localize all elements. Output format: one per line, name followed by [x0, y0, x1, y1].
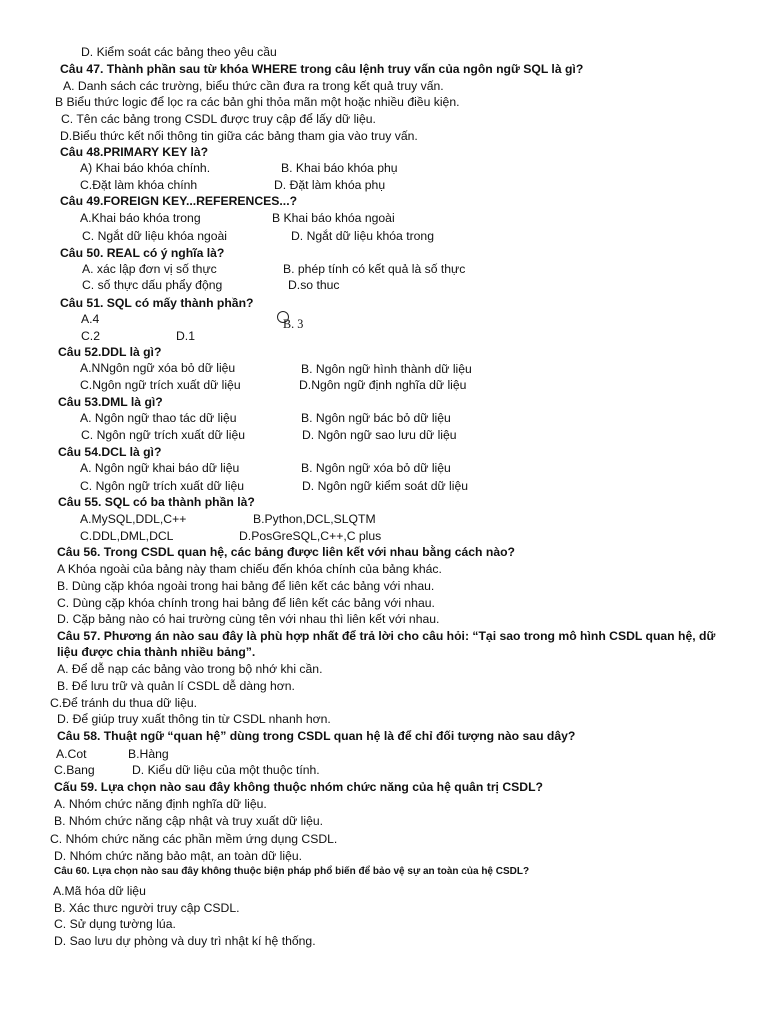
answer-option: A Khóa ngoài của bảng này tham chiếu đến khóa chính của bảng khác. — [57, 562, 442, 576]
answer-option: B. Ngôn ngữ hình thành dữ liệu — [301, 362, 472, 376]
answer-option: A.Cot — [56, 747, 87, 761]
answer-option: B Biểu thức logic để lọc ra các bản ghi thỏa mãn một hoặc nhiều điều kiện. — [55, 95, 460, 109]
question-heading: Câu 49.FOREIGN KEY...REFERENCES...? — [60, 194, 298, 208]
answer-option: B. Dùng cặp khóa ngoài trong hai bảng để liên kết các bảng với nhau. — [57, 579, 435, 593]
answer-option: D. Đặt làm khóa phụ — [274, 178, 386, 192]
answer-option: C. Ngôn ngữ trích xuất dữ liệu — [80, 479, 245, 493]
answer-option: D.Biểu thức kết nối thông tin giữa các bảng tham gia vào truy vấn. — [60, 129, 418, 143]
question-heading: Câu 58. Thuật ngữ “quan hệ” dùng trong CSDL quan hệ là để chỉ đối tượng nào sau dây? — [57, 729, 576, 743]
answer-option: A.Khai báo khóa trong — [80, 211, 201, 225]
answer-option: D.1 — [176, 329, 195, 343]
answer-option: A.Mã hóa dữ liệu — [53, 884, 146, 898]
answer-option: C. Sử dụng tường lúa. — [54, 917, 176, 931]
question-heading: Câu 47. Thành phần sau từ khóa WHERE trong câu lệnh truy vấn của ngôn ngữ SQL là gì? — [60, 62, 584, 76]
answer-option: C. Dùng cặp khóa chính trong hai bảng để liên kết các bảng với nhau. — [57, 596, 435, 610]
answer-option: D. Ngôn ngữ sao lưu dữ liệu — [302, 428, 457, 442]
answer-option: C.Đặt làm khóa chính — [80, 178, 198, 192]
answer-option: B.Python,DCL,SLQTM — [253, 512, 376, 526]
answer-option: A.MySQL,DDL,C++ — [80, 512, 187, 526]
answer-option: D. Cặp bảng nào có hai trường cùng tên với nhau thì liên kết với nhau. — [57, 612, 440, 626]
answer-option: D.so thuc — [288, 278, 340, 292]
answer-option: B. Để lưu trữ và quản lí CSDL dễ dàng hơn. — [57, 679, 295, 693]
answer-option: C.Bang — [54, 763, 95, 777]
answer-option: A. Danh sách các trường, biểu thức cần đưa ra trong kết quả truy vấn. — [63, 79, 444, 93]
answer-option: B.Hàng — [128, 747, 169, 761]
question-heading: Câu 51. SQL có mấy thành phần? — [60, 296, 254, 310]
answer-option: C. Tên các bảng trong CSDL được truy cập để lấy dữ liệu. — [61, 112, 376, 126]
answer-option: B. Ngôn ngữ bác bỏ dữ liệu — [301, 411, 451, 425]
question-heading: Câu 57. Phương án nào sau đây là phù hợp nhất để trả lời cho câu hỏi: “Tại sao trong mô hình CSDL quan hệ, dữ — [57, 629, 716, 643]
answer-option: B. Ngôn ngữ xóa bỏ dữ liệu — [301, 461, 451, 475]
answer-option: B. phép tính có kết quả là số thực — [283, 262, 466, 276]
answer-option: D.PosGreSQL,C++,C plus — [239, 529, 382, 543]
answer-option: A.4 — [81, 312, 100, 326]
answer-option: A. Ngôn ngữ khai báo dữ liệu — [80, 461, 240, 475]
answer-option: C.Để tránh du thua dữ liệu. — [50, 696, 198, 710]
answer-option: A. xác lập đơn vị số thực — [82, 262, 217, 276]
answer-option: D. Kiểm soát các bảng theo yêu cầu — [81, 45, 277, 59]
answer-option: C.2 — [81, 329, 100, 343]
answer-option: A) Khai báo khóa chính. — [80, 161, 211, 175]
answer-option: B. Nhóm chức năng cập nhật và truy xuất dữ liệu. — [54, 814, 324, 828]
answer-option: C. Ngôn ngữ trích xuất dữ liệu — [81, 428, 246, 442]
answer-option: C. Ngắt dữ liệu khóa ngoài — [82, 229, 228, 243]
question-heading: Câu 54.DCL là gì? — [58, 445, 162, 459]
answer-option: D. Kiểu dữ liệu của một thuộc tính. — [132, 763, 320, 777]
answer-option: C. Nhóm chức năng các phần mềm ứng dụng CSDL. — [50, 832, 338, 846]
answer-option: C. số thực dấu phẩy động — [82, 278, 223, 292]
answer-option: D. Sao lưu dự phòng và duy trì nhật kí hệ thống. — [54, 934, 316, 948]
question-heading: Câu 60. Lựa chọn nào sau đây không thuộc biện pháp phổ biến để bảo vệ sự an toàn của hệ CSDL? — [54, 866, 530, 877]
answer-option: C.DDL,DML,DCL — [80, 529, 174, 543]
answer-option: D. Nhóm chức năng bảo mật, an toàn dữ liệu. — [54, 849, 303, 863]
question-heading: Câu 52.DDL là gì? — [58, 345, 162, 359]
question-heading: Câu 50. REAL có ý nghĩa là? — [60, 246, 225, 260]
answer-option: A.NNgôn ngữ xóa bỏ dữ liệu — [80, 361, 236, 375]
answer-option: D. Để giúp truy xuất thông tin từ CSDL nhanh hơn. — [57, 712, 331, 726]
answer-option: D. Ngắt dữ liệu khóa trong — [291, 229, 434, 243]
answer-option: A. Nhóm chức năng định nghĩa dữ liệu. — [54, 797, 267, 811]
question-heading: Câu 55. SQL có ba thành phần là? — [58, 495, 255, 509]
answer-option: B. Xác thưc người truy cập CSDL. — [54, 901, 240, 915]
answer-option: C.Ngôn ngữ trích xuất dữ liệu — [80, 378, 241, 392]
answer-option: A. Ngôn ngữ thao tác dữ liệu — [80, 411, 237, 425]
answer-option: B. 3 — [283, 317, 304, 331]
answer-option: B Khai báo khóa ngoài — [272, 211, 395, 225]
question-heading: Câu 53.DML là gì? — [58, 395, 163, 409]
question-heading: Câu 56. Trong CSDL quan hệ, các bảng được liên kết với nhau bằng cách nào? — [57, 545, 515, 559]
answer-option: A. Để dễ nạp các bảng vào trong bộ nhớ khi cần. — [57, 662, 323, 676]
question-heading: Cấu 59. Lựa chọn nào sau đây không thuộc nhóm chức năng của hệ quân trị CSDL? — [54, 780, 543, 794]
answer-option: B. Khai báo khóa phụ — [281, 161, 398, 175]
question-heading-continued: liệu được chia thành nhiều bảng”. — [57, 645, 256, 659]
question-heading: Câu 48.PRIMARY KEY là? — [60, 145, 209, 159]
answer-option: D.Ngôn ngữ định nghĩa dữ liệu — [299, 378, 467, 392]
answer-option: D. Ngôn ngữ kiểm soát dữ liệu — [302, 479, 469, 493]
